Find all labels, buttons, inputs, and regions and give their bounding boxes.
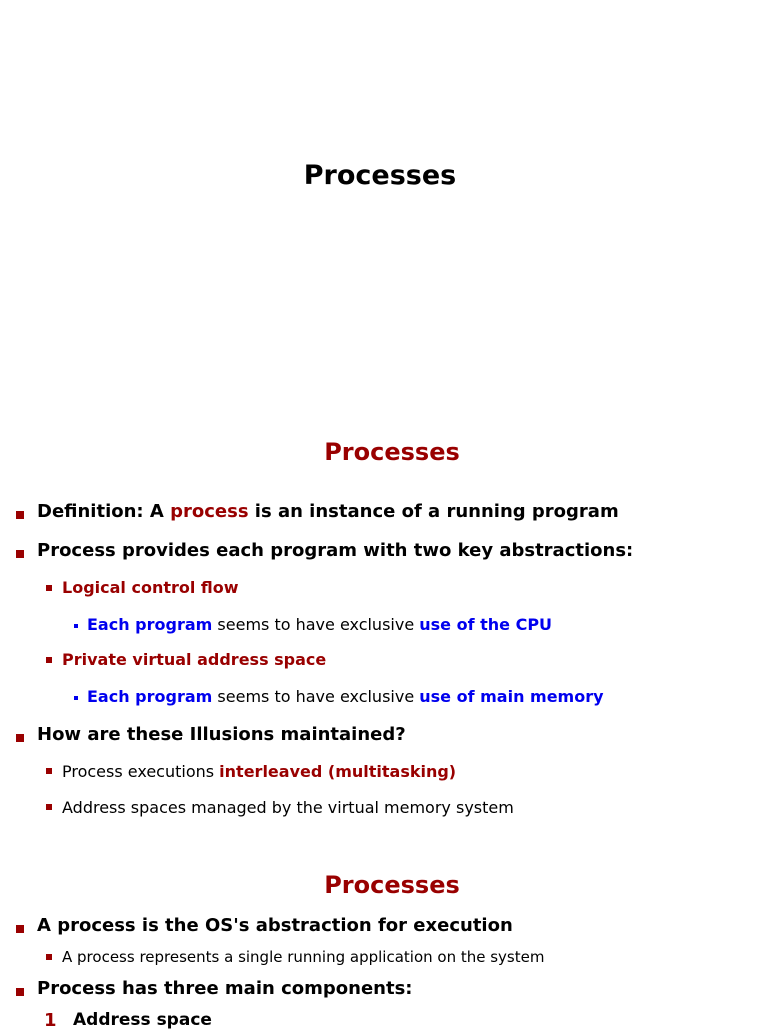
illusions-line: How are these Illusions maintained?	[37, 724, 406, 745]
sub-sub-bullet-square-icon	[74, 624, 78, 628]
bullet-square-icon	[16, 988, 24, 996]
private-virtual-address-space: Private virtual address space	[62, 650, 327, 669]
definition-suffix: is an instance of a running program	[248, 501, 619, 522]
address-spaces-line: Address spaces managed by the virtual memory system	[62, 798, 514, 817]
single-application-line: A process represents a single running application on the system	[62, 948, 545, 966]
sub-bullet-square-icon	[46, 804, 52, 810]
bullet-square-icon	[16, 550, 24, 558]
address-space-item: Address space	[73, 1010, 212, 1030]
sub-bullet-square-icon	[46, 585, 52, 591]
memory-line	[87, 687, 604, 706]
os-abstraction-line: A process is the OS's abstraction for execution	[37, 915, 513, 936]
slide2-title: Processes	[324, 438, 460, 466]
definition-line	[37, 501, 619, 522]
bullet-square-icon	[16, 925, 24, 933]
abstractions-line: Process provides each program with two key abstractions:	[37, 540, 634, 561]
cpu-middle: seems to have exclusive	[212, 615, 420, 634]
list-number: 1	[44, 1010, 57, 1031]
mem-each-program: Each program	[87, 687, 213, 706]
mem-middle: seems to have exclusive	[212, 687, 420, 706]
executions-prefix: Process executions	[62, 762, 220, 781]
slide3-title: Processes	[324, 871, 460, 899]
mem-use: use of main memory	[419, 687, 604, 706]
executions-line	[62, 762, 456, 781]
cpu-line	[87, 615, 552, 634]
bullet-square-icon	[16, 511, 24, 519]
sub-bullet-square-icon	[46, 768, 52, 774]
sub-bullet-square-icon	[46, 657, 52, 663]
components-line: Process has three main components:	[37, 978, 413, 999]
sub-bullet-square-icon	[46, 954, 52, 960]
definition-prefix: Definition: A	[37, 501, 171, 522]
slide1-title: Processes	[303, 160, 457, 191]
sub-sub-bullet-square-icon	[74, 696, 78, 700]
cpu-use: use of the CPU	[419, 615, 553, 634]
bullet-square-icon	[16, 734, 24, 742]
cpu-each-program: Each program	[87, 615, 213, 634]
interleaved-term: interleaved (multitasking)	[219, 762, 457, 781]
process-term: process	[170, 501, 249, 522]
logical-control-flow: Logical control flow	[62, 578, 239, 597]
